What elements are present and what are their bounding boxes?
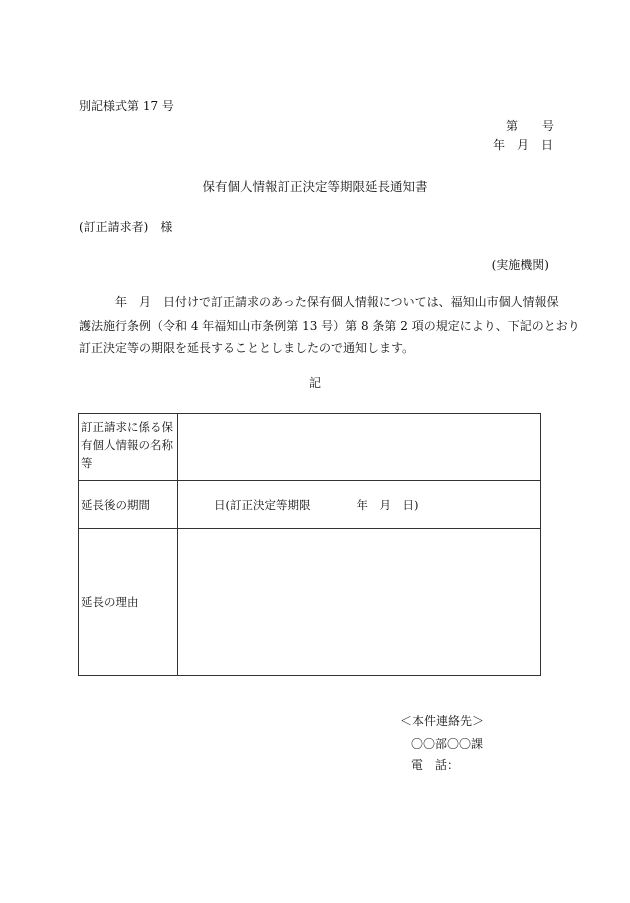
table-row xyxy=(79,529,541,676)
row-value-extended-period: 日(訂正決定等期限 年 月 日) xyxy=(178,481,541,529)
body-text-line-1: 年 月 日付けで訂正請求のあった保有個人情報については、福知山市個人情報保 xyxy=(79,295,559,309)
contact-department: 〇〇部〇〇課 xyxy=(411,737,484,751)
row-value-extension-reason xyxy=(178,529,541,676)
contact-heading: ＜本件連絡先＞ xyxy=(400,714,485,728)
row-label-extension-reason: 延長の理由 xyxy=(79,529,178,676)
row-value-info-name xyxy=(178,414,541,481)
issuing-agency: (実施機関) xyxy=(491,258,549,272)
extension-table xyxy=(78,413,541,676)
addressee: (訂正請求者) 様 xyxy=(79,220,173,234)
body-text-line-3: 訂正決定等の期限を延長することとしましたので通知します。 xyxy=(79,341,415,355)
contact-phone: 電 話： xyxy=(411,758,460,772)
document-number: 第 号 xyxy=(506,119,555,133)
ki-heading: 記 xyxy=(308,376,321,390)
table-row xyxy=(79,414,541,481)
document-title: 保有個人情報訂正決定等期限延長通知書 xyxy=(202,179,428,194)
table-row xyxy=(79,481,541,529)
body-text-line-2: 護法施行条例（令和 4 年福知山市条例第 13 号）第 8 条第 2 項の規定により、下記のとおり xyxy=(79,319,580,333)
row-label-extended-period: 延長後の期間 xyxy=(79,481,178,529)
form-number: 別記様式第 17 号 xyxy=(79,99,174,113)
document-date: 年 月 日 xyxy=(493,138,554,152)
row-label-info-name: 訂正請求に係る保有個人情報の名称等 xyxy=(79,414,178,481)
